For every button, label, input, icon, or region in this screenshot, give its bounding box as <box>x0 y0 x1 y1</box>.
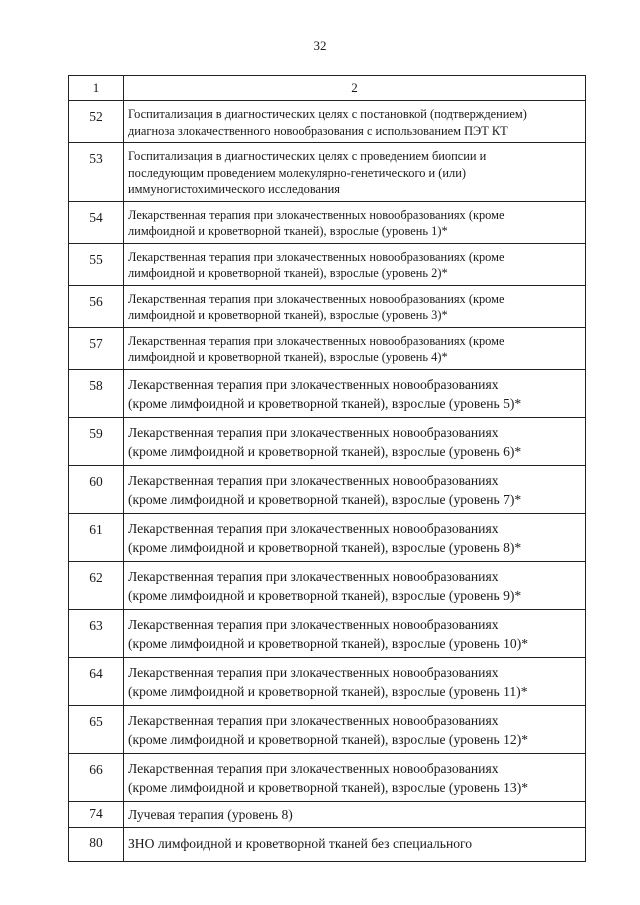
table-row <box>69 705 586 753</box>
table-row <box>69 327 586 369</box>
row-text <box>124 201 586 243</box>
row-text <box>124 243 586 285</box>
row-number: 58 <box>69 369 124 417</box>
row-text-line: (кроме лимфоидной и кроветворной тканей), взрослые (уровень 10)* <box>128 636 529 651</box>
table-row <box>69 143 586 202</box>
row-number: 61 <box>69 513 124 561</box>
row-number: 56 <box>69 285 124 327</box>
row-text-line: лимфоидной и кроветворной тканей), взрослые (уровень 2)* <box>128 266 448 280</box>
row-text <box>124 143 586 202</box>
row-number: 57 <box>69 327 124 369</box>
row-number: 55 <box>69 243 124 285</box>
row-text-line: Лекарственная терапия при злокачественных новообразованиях <box>128 616 499 632</box>
row-text-line: диагноза злокачественного новообразования с использованием ПЭТ КТ <box>128 123 508 138</box>
row-text <box>124 101 586 143</box>
row-text-line: (кроме лимфоидной и кроветворной тканей), взрослые (уровень 13)* <box>128 780 529 795</box>
row-text-line: лимфоидной и кроветворной тканей), взрослые (уровень 4)* <box>128 350 448 364</box>
data-table <box>68 75 586 862</box>
table-row <box>69 285 586 327</box>
table-row <box>69 801 586 827</box>
row-text-line: Лекарственная терапия при злокачественных новообразованиях <box>128 568 499 584</box>
row-text-line: Лекарственная терапия при злокачественных новообразованиях (кроме <box>128 207 505 222</box>
row-text-line: лимфоидной и кроветворной тканей), взрослые (уровень 3)* <box>128 308 448 322</box>
row-text-line: (кроме лимфоидной и кроветворной тканей), взрослые (уровень 5)* <box>128 396 522 411</box>
row-text-line: (кроме лимфоидной и кроветворной тканей), взрослые (уровень 8)* <box>128 540 522 555</box>
row-text <box>124 657 586 705</box>
row-text <box>124 513 586 561</box>
row-number: 80 <box>69 827 124 861</box>
row-text-line: иммуногистохимического исследования <box>128 182 340 196</box>
row-number: 62 <box>69 561 124 609</box>
header-col-1: 1 <box>69 76 124 101</box>
table-row <box>69 657 586 705</box>
table-row <box>69 417 586 465</box>
table-header-row <box>69 76 586 101</box>
row-text-line: Лекарственная терапия при злокачественных новообразованиях (кроме <box>128 249 505 264</box>
row-number: 53 <box>69 143 124 202</box>
table-row <box>69 513 586 561</box>
row-text-line: Лекарственная терапия при злокачественных новообразованиях <box>128 760 499 776</box>
row-number: 60 <box>69 465 124 513</box>
row-text <box>124 285 586 327</box>
table-row <box>69 465 586 513</box>
row-text-line: Госпитализация в диагностических целях с проведением биопсии и <box>128 149 487 163</box>
table-row <box>69 201 586 243</box>
row-text-line: Лекарственная терапия при злокачественных новообразованиях <box>128 712 499 728</box>
table-row <box>69 243 586 285</box>
table-row <box>69 101 586 143</box>
row-number: 74 <box>69 801 124 827</box>
row-number: 63 <box>69 609 124 657</box>
row-number: 64 <box>69 657 124 705</box>
row-text <box>124 417 586 465</box>
row-number: 59 <box>69 417 124 465</box>
row-number: 52 <box>69 101 124 143</box>
table-row <box>69 369 586 417</box>
row-text <box>124 609 586 657</box>
row-text-line: лимфоидной и кроветворной тканей), взрослые (уровень 1)* <box>128 224 448 238</box>
row-text <box>124 561 586 609</box>
row-text-line: Лекарственная терапия при злокачественных новообразованиях <box>128 664 499 680</box>
row-number: 66 <box>69 753 124 801</box>
row-text-line: последующим проведением молекулярно-генетического и (или) <box>128 165 466 180</box>
row-number: 65 <box>69 705 124 753</box>
row-text-line: (кроме лимфоидной и кроветворной тканей), взрослые (уровень 6)* <box>128 444 522 459</box>
row-text-line: Лекарственная терапия при злокачественных новообразованиях <box>128 376 499 392</box>
row-text-line: (кроме лимфоидной и кроветворной тканей), взрослые (уровень 7)* <box>128 492 522 507</box>
row-text-line: Лекарственная терапия при злокачественных новообразованиях <box>128 520 499 536</box>
table-row <box>69 561 586 609</box>
table-row <box>69 827 586 861</box>
row-text-line: Лекарственная терапия при злокачественных новообразованиях <box>128 472 499 488</box>
row-text-line: Лекарственная терапия при злокачественных новообразованиях (кроме <box>128 333 505 348</box>
row-text <box>124 801 586 827</box>
row-text <box>124 753 586 801</box>
row-text-line: Лучевая терапия (уровень 8) <box>128 806 293 822</box>
table-row <box>69 753 586 801</box>
row-text-line: (кроме лимфоидной и кроветворной тканей), взрослые (уровень 11)* <box>128 684 528 699</box>
row-text <box>124 327 586 369</box>
row-text <box>124 827 586 861</box>
row-number: 54 <box>69 201 124 243</box>
row-text-line: Лекарственная терапия при злокачественных новообразованиях <box>128 424 499 440</box>
row-text <box>124 705 586 753</box>
row-text-line: (кроме лимфоидной и кроветворной тканей), взрослые (уровень 9)* <box>128 588 522 603</box>
row-text-line: Лекарственная терапия при злокачественных новообразованиях (кроме <box>128 291 505 306</box>
row-text-line: Госпитализация в диагностических целях с постановкой (подтверждением) <box>128 107 527 121</box>
row-text-line: (кроме лимфоидной и кроветворной тканей), взрослые (уровень 12)* <box>128 732 529 747</box>
header-col-2: 2 <box>124 76 586 101</box>
row-text <box>124 465 586 513</box>
table-row <box>69 609 586 657</box>
row-text <box>124 369 586 417</box>
row-text-line: ЗНО лимфоидной и кроветворной тканей без специального <box>128 835 473 851</box>
page-number: 32 <box>313 38 327 53</box>
